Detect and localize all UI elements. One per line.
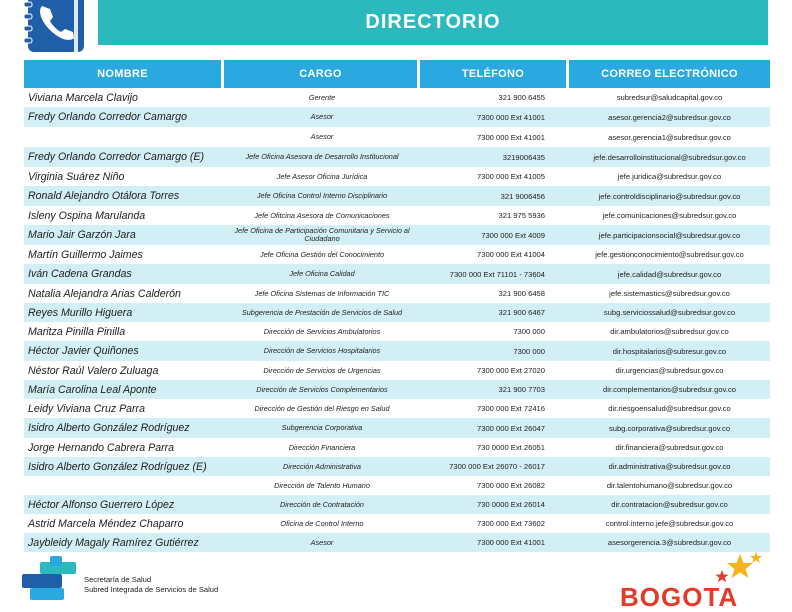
cell-telefono: 7300 000 Ext 41005 — [477, 172, 545, 181]
cell-nombre: Fredy Orlando Corredor Camargo (E) — [24, 147, 224, 167]
subred-logo-icon — [20, 556, 78, 600]
table-row — [24, 107, 770, 127]
table-row — [24, 167, 770, 186]
page-title: DIRECTORIO — [365, 11, 501, 33]
cell-cargo: Subgerencia Corporativa — [224, 418, 420, 438]
cell-telefono: 7300 000 Ext 73602 — [477, 519, 545, 528]
cell-correo: asesor.gerencia1@subredsur.gov.co — [608, 132, 731, 142]
footer-line-subred: Subred Integrada de Servicios de Salud — [84, 585, 219, 594]
cell-telefono: 7300 000 Ext 26047 — [420, 418, 569, 438]
cell-nombre: Isidro Alberto González Rodríguez — [24, 418, 224, 438]
footer-line-secretaria: Secretaría de Salud — [84, 575, 152, 584]
table-header-row — [24, 60, 770, 88]
cell-nombre — [24, 127, 224, 147]
table-row — [24, 514, 770, 533]
cell-cargo: Asesor — [310, 132, 334, 141]
cell-telefono: 321 900 6455 — [498, 93, 545, 102]
cell-correo: dir.ambulatorios@subredsur.gov.co — [610, 327, 729, 336]
footer-institution — [84, 575, 218, 595]
cell-cargo: Jefe Oficina Asesora de Desarrollo Institucional — [224, 147, 420, 167]
cell-telefono: 7300 000 — [513, 327, 545, 336]
table-row — [24, 225, 770, 245]
cell-nombre: Jaybleidy Magaly Ramírez Gutiérrez — [24, 533, 224, 552]
cell-cargo: Dirección de Servicios de Urgencias — [263, 365, 381, 375]
cell-cargo: Jefe Asesor Oficina Jurídica — [276, 171, 368, 181]
table-row — [24, 380, 770, 399]
cell-cargo: Dirección de Servicios Hospitalarios — [224, 341, 420, 361]
cell-correo: subg.corporativa@subredsur.gov.co — [569, 418, 770, 438]
cell-correo: dir.talentohumano@subredsur.gov.co — [606, 481, 733, 490]
cell-telefono: 7300 000 Ext 41001 — [420, 107, 569, 127]
cell-cargo: Dirección Financiera — [288, 442, 356, 452]
table-row — [24, 88, 770, 107]
phone-directory-icon — [22, 0, 90, 54]
table-row — [24, 284, 770, 303]
cell-nombre: Ronald Alejandro Otálora Torres — [24, 186, 224, 206]
cell-nombre: Maritza Pinilla Pinilla — [28, 325, 126, 338]
cell-correo: jefe.participacionsocial@subredsur.gov.co — [569, 225, 770, 245]
table-row — [24, 533, 770, 552]
cell-correo: dir.financiera@subredsur.gov.co — [615, 443, 724, 452]
cell-nombre: Fredy Orlando Corredor Camargo — [24, 107, 224, 127]
cell-correo: asesor.gerencia2@subredsur.gov.co — [569, 107, 770, 127]
column-header-cargo: CARGO — [224, 60, 420, 88]
cell-nombre: Mario Jair Garzón Jara — [24, 225, 224, 245]
cell-correo: jefe.controldisciplinario@subredsur.gov.co — [569, 186, 770, 206]
cell-cargo: Subgerencia de Prestación de Servicios de Salud — [224, 303, 420, 322]
cell-correo: dir.hospitalarios@subresur.gov.co — [569, 341, 770, 361]
bogota-brand-logo: BOGOTA — [620, 582, 739, 612]
cell-cargo: Dirección de Talento Humano — [274, 480, 370, 490]
cell-telefono: 730 0000 Ext 26014 — [420, 495, 569, 514]
cell-nombre: Héctor Javier Quiñones — [24, 341, 224, 361]
cell-telefono: 7300 000 Ext 27020 — [477, 366, 545, 375]
table-row — [24, 303, 770, 322]
table-row — [24, 457, 770, 476]
table-row — [24, 322, 770, 341]
cell-nombre: Astrid Marcela Méndez Chaparro — [28, 517, 184, 530]
cell-telefono: 3219006435 — [420, 147, 569, 167]
table-row — [24, 399, 770, 418]
cell-nombre: Leidy Viviana Cruz Parra — [28, 402, 145, 415]
cell-cargo: Gerente — [308, 92, 336, 102]
cell-correo: dir.administrativa@subredsur.gov.co — [569, 457, 770, 476]
cell-telefono: 7300 000 Ext 41001 — [420, 533, 569, 552]
cell-correo: subg.serviciossalud@subredsur.gov.co — [569, 303, 770, 322]
table-row — [24, 361, 770, 380]
cell-correo: jefe.juridica@subredsur.gov.co — [617, 172, 722, 181]
cell-nombre: Virginia Suárez Niño — [28, 170, 125, 183]
cell-correo: jefe.gestionconocimiento@subredsur.gov.co — [595, 250, 744, 259]
cell-nombre: Martín Guillermo Jaimes — [28, 248, 143, 261]
column-header-telefono: TELÉFONO — [420, 60, 569, 88]
cell-telefono: 7300 000 Ext 71101 - 73604 — [420, 264, 569, 284]
column-header-nombre: NOMBRE — [24, 60, 224, 88]
cell-cargo: Dirección de Servicios Complementarios — [224, 380, 420, 399]
cell-telefono: 7300 000 Ext 26082 — [477, 481, 545, 490]
cell-telefono: 7300 000 Ext 26070 - 26017 — [420, 457, 569, 476]
cell-correo: dir.urgencias@subredsur.gov.co — [615, 366, 724, 375]
directory-table — [24, 60, 770, 552]
table-row — [24, 341, 770, 361]
cell-nombre: Isleny Ospina Marulanda — [28, 209, 146, 222]
cell-telefono: 7300 000 Ext 4009 — [420, 225, 569, 245]
cell-nombre: María Carolina Leal Aponte — [24, 380, 224, 399]
cell-cargo: Jefe Oficina Gestión del Conocimiento — [259, 249, 385, 259]
cell-telefono: 7300 000 Ext 72416 — [477, 404, 545, 413]
table-row — [24, 264, 770, 284]
cell-nombre: Héctor Alfonso Guerrero López — [24, 495, 224, 514]
cell-telefono: 7300 000 Ext 41004 — [477, 250, 545, 259]
cell-nombre: Iván Cadena Grandas — [24, 264, 224, 284]
cell-correo: asesorgerencia.3@subredsur.gov.co — [569, 533, 770, 552]
table-row — [24, 418, 770, 438]
cell-cargo: Jefe Oficina de Participación Comunitaria y Servicio al Ciudadano — [224, 225, 420, 245]
cell-cargo: Asesor — [224, 533, 420, 552]
table-row — [24, 438, 770, 457]
cell-cargo: Dirección de Servicios Ambulatorios — [263, 326, 381, 336]
table-row — [24, 147, 770, 167]
cell-nombre: Jorge Hernando Cabrera Parra — [28, 441, 175, 454]
cell-nombre: Reyes Murillo Higuera — [24, 303, 224, 322]
title-bar — [98, 0, 768, 45]
cell-cargo: Oficina de Control Interno — [280, 518, 364, 528]
cell-telefono: 730 0000 Ext 26051 — [477, 443, 545, 452]
cell-cargo: Dirección de Gestión del Riesgo en Salud — [254, 403, 390, 413]
cell-nombre: Viviana Marcela Clavijo — [28, 91, 138, 104]
cell-correo: dir.complementarios@subredsur.gov.co — [569, 380, 770, 399]
cell-telefono: 321 900 6467 — [420, 303, 569, 322]
cell-telefono: 321 9006456 — [420, 186, 569, 206]
cell-nombre: Natalia Alejandra Arias Calderón — [28, 287, 181, 300]
cell-correo: dir.contratacion@subredsur.gov.co — [569, 495, 770, 514]
table-row — [24, 186, 770, 206]
cell-cargo: Dirección de Contratación — [224, 495, 420, 514]
cell-correo: control.interno.jefe@subredsur.gov.co — [605, 519, 734, 528]
cell-nombre: Néstor Raúl Valero Zuluaga — [28, 364, 159, 377]
column-header-correo: CORREO ELECTRÓNICO — [569, 60, 770, 88]
cell-correo: jefe.desarrolloinstitucional@subredsur.gov.co — [569, 147, 770, 167]
cell-correo: subredsur@saludcapital.gov.co — [616, 93, 723, 102]
cell-nombre: Isidro Alberto González Rodríguez (E) — [24, 457, 224, 476]
cell-cargo: Asesor — [224, 107, 420, 127]
cell-cargo: Jefe Ofitcina Asesora de Comunicaciones — [254, 210, 390, 220]
cell-telefono: 321 975 5936 — [498, 211, 545, 220]
cell-correo: jefe.sistemastics@subredsur.gov.co — [609, 289, 730, 298]
table-row — [24, 476, 770, 495]
cell-correo: jefe.comunicaciones@subredsur.gov.co — [602, 211, 737, 220]
cell-cargo: Jefe Oficina Calidad — [224, 264, 420, 284]
cell-cargo: Jefe Oficina Control Interno Disciplinario — [224, 186, 420, 206]
cell-telefono: 7300 000 Ext 41001 — [477, 132, 545, 142]
table-row — [24, 495, 770, 514]
cell-correo: dir.riesgoensalud@subredsur.gov.co — [608, 404, 731, 413]
table-row — [24, 245, 770, 264]
cell-telefono: 7300 000 — [420, 341, 569, 361]
cell-cargo: Jefe Oficina Sistemas de Información TIC — [254, 288, 390, 298]
table-row — [24, 206, 770, 225]
cell-telefono: 321 900 7703 — [420, 380, 569, 399]
cell-correo: jefe.calidad@subredsur.gov.co — [569, 264, 770, 284]
cell-telefono: 321 900 6458 — [498, 289, 545, 298]
cell-cargo: Dirección Administrativa — [224, 457, 420, 476]
cell-nombre — [24, 476, 224, 495]
table-row — [24, 127, 770, 147]
